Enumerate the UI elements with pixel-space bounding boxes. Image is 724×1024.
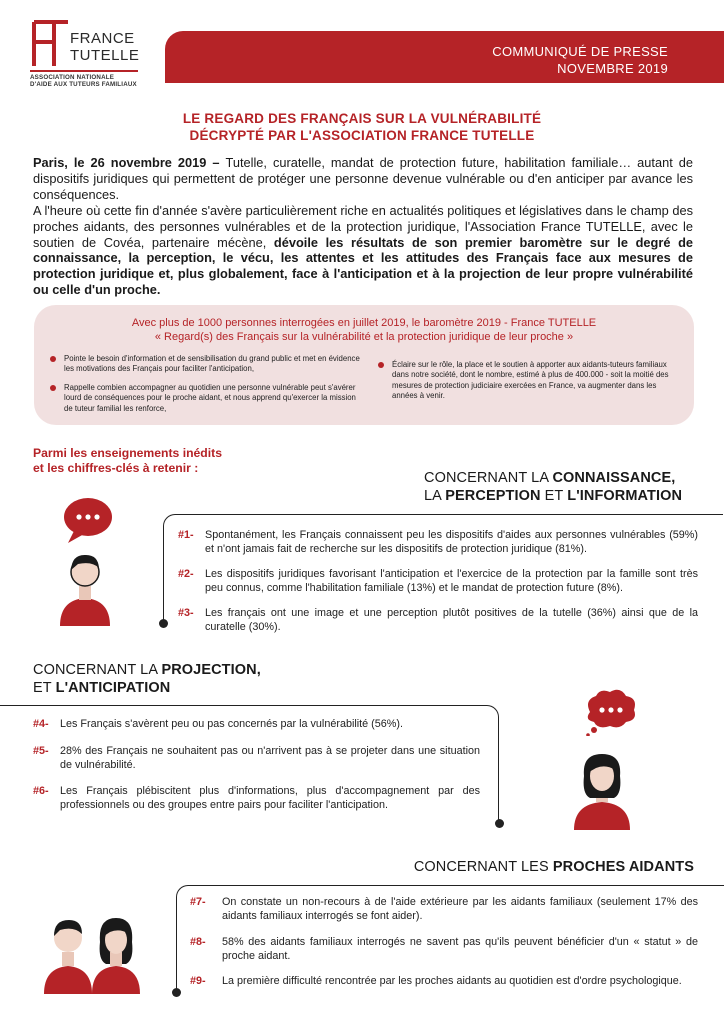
banner-line1: COMMUNIQUÉ DE PRESSE: [492, 44, 668, 59]
section-title-projection: CONCERNANT LA PROJECTION, ET L'ANTICIPATION: [33, 662, 261, 696]
title-line2: DÉCRYPTÉ PAR L'ASSOCIATION FRANCE TUTELLE: [189, 128, 535, 143]
key-figure-item: On constate un non-recours à de l'aide extérieure par les aidants familiaux (seulement 17% des aidants familiaux interrogés se font aider).: [222, 896, 698, 922]
item-number: #3-: [178, 607, 194, 619]
summary-bullet: [64, 354, 360, 375]
section-title-knowledge: CONCERNANT LA CONNAISSANCE, LA PERCEPTION ET L'INFORMATION: [424, 470, 683, 504]
key-figures-line1: Parmi les enseignements inédits: [33, 446, 222, 460]
document-title: [0, 110, 724, 144]
item-number: #8-: [190, 936, 206, 948]
key-figure-item: Les Français plébiscitent plus d'informations, plus d'accompagnement par des professionnels ou des groupes entre pairs pour faciliter l'anticipation.: [60, 785, 480, 811]
box-lead-line1: Avec plus de 1000 personnes interrogées en juillet 2019, le baromètre 2019 - France TUTELLE: [131, 317, 597, 329]
key-figure-item: Les Français s'avèrent peu ou pas concernés par la vulnérabilité (56%).: [60, 718, 403, 730]
man-avatar-icon: [56, 546, 114, 626]
logo-sub2: D'AIDE AUX TUTEURS FAMILIAUX: [30, 81, 137, 88]
thought-bubble-icon: [580, 686, 640, 736]
item-number: #1-: [178, 529, 194, 541]
summary-bullet: [64, 383, 360, 414]
summary-bullet-text: Rappelle combien accompagner au quotidien une personne vulnérable peut s'avérer lourd de conséquences pour le proche aidant, et nous apprend qu'exercer la mission de tuteur familial les renforce,: [64, 383, 356, 413]
key-figure-item: La première difficulté rencontrée par les proches aidants au quotidien est d'ordre psychologique.: [222, 975, 682, 987]
intro-p2-text: A l'heure où cette fin d'année s'avère particulièrement riche en actualités politiques et législatives dans le champ des proches aidants, des personnes vulnérables et de la protection juridique, l'Association France TUTELLE, avec le soutien de Covéa, partenaire mécène,: [33, 202, 693, 250]
item-number: #5-: [33, 745, 49, 757]
intro-paragraph-1: [33, 155, 693, 203]
key-figures-line2: et les chiffres-clés à retenir :: [33, 461, 199, 475]
bullet-dot-icon: [50, 385, 56, 391]
ft-logo-mark-icon: [30, 16, 70, 68]
summary-bullet-text: Éclaire sur le rôle, la place et le soutien à apporter aux aidants-tuteurs familiaux dans notre société, dont le nombre, estimé à plus de 400.000 - soit la moitié des mesures de protection judiciaire exercées en France, va augmenter dans les années à venir.: [392, 360, 669, 401]
france-tutelle-logo: [30, 16, 150, 86]
key-figure-item: Les dispositifs juridiques favorisant l'anticipation et l'exercice de la protection par la famille sont très peu connus, comme l'habilitation familiale (13%) et le mandat de protection future (8%).: [205, 568, 698, 594]
item-number: #4-: [33, 718, 49, 730]
logo-line2: TUTELLE: [70, 47, 140, 64]
press-release-banner: [165, 31, 724, 83]
summary-bullet-text: Pointe le besoin d'information et de sensibilisation du grand public et met en évidence les motivations des Français pour faciliter l'anticipation,: [64, 354, 360, 374]
key-figure-item: Spontanément, les Français connaissent peu les dispositifs d'aides aux personnes vulnérables (59%) et n'ont jamais fait de recherche sur les dispositifs de protection juridique (81%).: [205, 529, 698, 555]
title-line1: LE REGARD DES FRANÇAIS SUR LA VULNÉRABILITÉ: [182, 111, 542, 126]
section2-end-dot: [495, 819, 504, 828]
key-figure-item: 28% des Français ne souhaitent pas ou n'arrivent pas à se projeter dans une situation de vulnérabilité.: [60, 745, 480, 771]
logo-divider: [30, 70, 138, 72]
intro-text: [33, 155, 693, 298]
intro-dateline: Paris, le 26 novembre 2019 –: [33, 155, 226, 170]
item-number: #6-: [33, 785, 49, 797]
section-title-caregivers: CONCERNANT LES PROCHES AIDANTS: [413, 859, 694, 875]
woman-avatar-icon: [570, 746, 634, 830]
logo-sub1: ASSOCIATION NATIONALE: [30, 74, 115, 81]
key-figure-item: Les français ont une image et une perception plutôt positives de la tutelle (36%) ainsi que de la curatelle (30%).: [205, 607, 698, 633]
intro-p1-text: Tutelle, curatelle, mandat de protection future, habilitation familiale… autant de dispositifs juridiques qui permettent de protéger une personne devenue vulnérable ou d'en anticiper par avance les conséquences.: [33, 155, 693, 202]
intro-paragraph-2: [33, 203, 693, 298]
key-figures-heading: [33, 446, 222, 476]
summary-bullet: [392, 360, 684, 402]
intro-p2-bold: dévoile les résultats de son premier baromètre sur le degré de connaissance, la perception, le vécu, les attentes et les attitudes des Français face aux mesures de protection juridique et, plus globalement, face à l'anticipation et à la projection de leur propre vulnérabilité ou celle d'un proche.: [33, 234, 693, 298]
caregivers-couple-icon: [42, 908, 142, 994]
item-number: #9-: [190, 975, 206, 987]
section1-end-dot: [159, 619, 168, 628]
bullet-dot-icon: [50, 356, 56, 362]
speech-bubble-icon: [60, 495, 118, 545]
bullet-dot-icon: [378, 362, 384, 368]
box-lead-line2: « Regard(s) des Français sur la vulnérabilité et la protection juridique de leur proche »: [154, 331, 574, 343]
item-number: #7-: [190, 896, 206, 908]
summary-box-lead: [34, 316, 694, 344]
logo-line1: FRANCE: [70, 30, 135, 47]
section3-end-dot: [172, 988, 181, 997]
banner-line2: NOVEMBRE 2019: [557, 61, 668, 76]
item-number: #2-: [178, 568, 194, 580]
key-figure-item: 58% des aidants familiaux interrogés ne savent pas qu'ils peuvent bénéficier d'un « statut » de proche aidant.: [222, 936, 698, 962]
